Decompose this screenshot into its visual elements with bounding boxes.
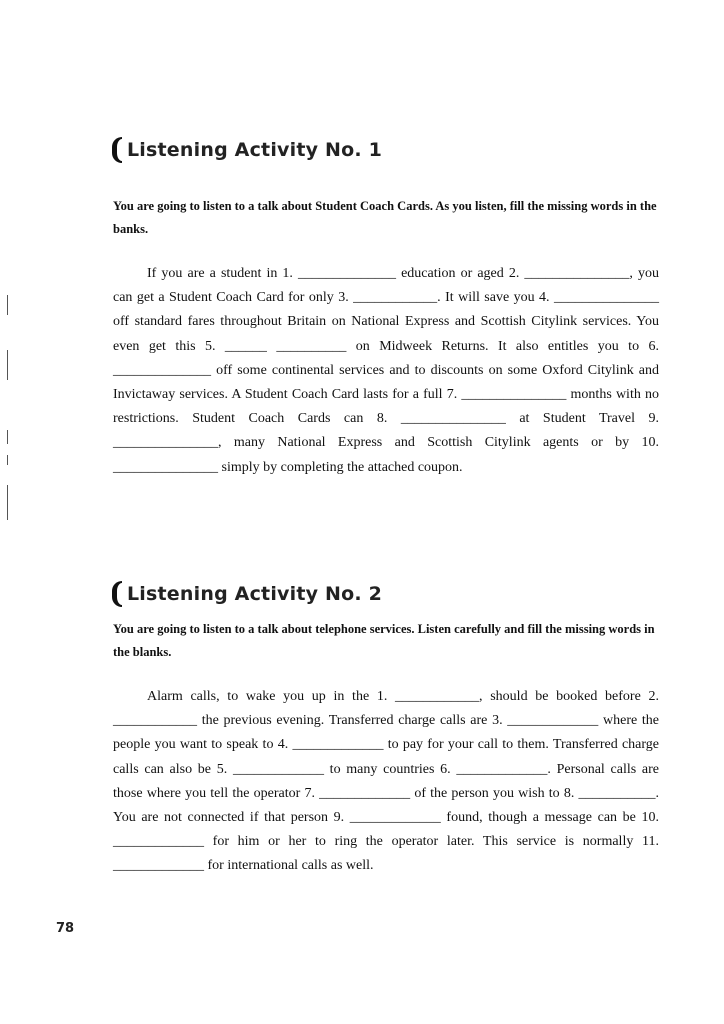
activity-1-passage	[113, 262, 659, 480]
activity-2-heading-text: Listening Activity No. 2	[127, 583, 383, 605]
bracket-icon	[112, 581, 122, 607]
activity-2-instruction: You are going to listen to a talk about telephone services. Listen carefully and fill the missing words in the blanks.	[113, 622, 655, 659]
page-number: 78	[56, 921, 75, 936]
activity-1-instruction: You are going to listen to a talk about Student Coach Cards. As you listen, fill the missing words in the banks.	[113, 199, 657, 236]
margin-mark	[7, 350, 8, 380]
margin-mark	[7, 430, 8, 444]
margin-mark	[7, 295, 8, 315]
margin-mark	[7, 485, 8, 520]
activity-1-heading	[112, 137, 382, 163]
margin-mark	[7, 455, 8, 465]
activity-2-passage-text: Alarm calls, to wake you up in the 1. ____________, should be booked before 2. ____________ the previous evening. Transferred charge calls are 3. _____________ where the people you want to speak to 4. _____________ to pay for your call to them. Transferred charge calls can also be 5. _____________ to many countries 6. _____________. Personal calls are those where you tell the operator 7. _____________ of the person you wish to 8. ___________. You are not connected if that person 9. _____________ found, though a message can be 10. _____________ for him or her to ring the operator later. This service is normally 11. _____________ for international calls as well.	[113, 689, 659, 874]
activity-1-heading-text: Listening Activity No. 1	[127, 139, 383, 161]
activity-2-heading	[112, 581, 382, 607]
activity-1-passage-text: If you are a student in 1. ______________ education or aged 2. _______________, you can get a Student Coach Card for only 3. ____________. It will save you 4. _______________ off standard fares throughout Britain on National Express and Scottish Citylink services. You even get this 5. ______ __________ on Midweek Returns. It also entitles you to 6. ______________ off some continental services and to discounts on some Oxford Citylink and Invictaway services. A Student Coach Card lasts for a full 7. _______________ months with no restrictions. Student Coach Cards can 8. _______________ at Student Travel 9. _______________, many National Express and Scottish Citylink agents or by 10. _______________ simply by completing the attached coupon.	[113, 266, 659, 475]
bracket-icon	[112, 137, 122, 163]
activity-2-passage	[113, 685, 659, 879]
